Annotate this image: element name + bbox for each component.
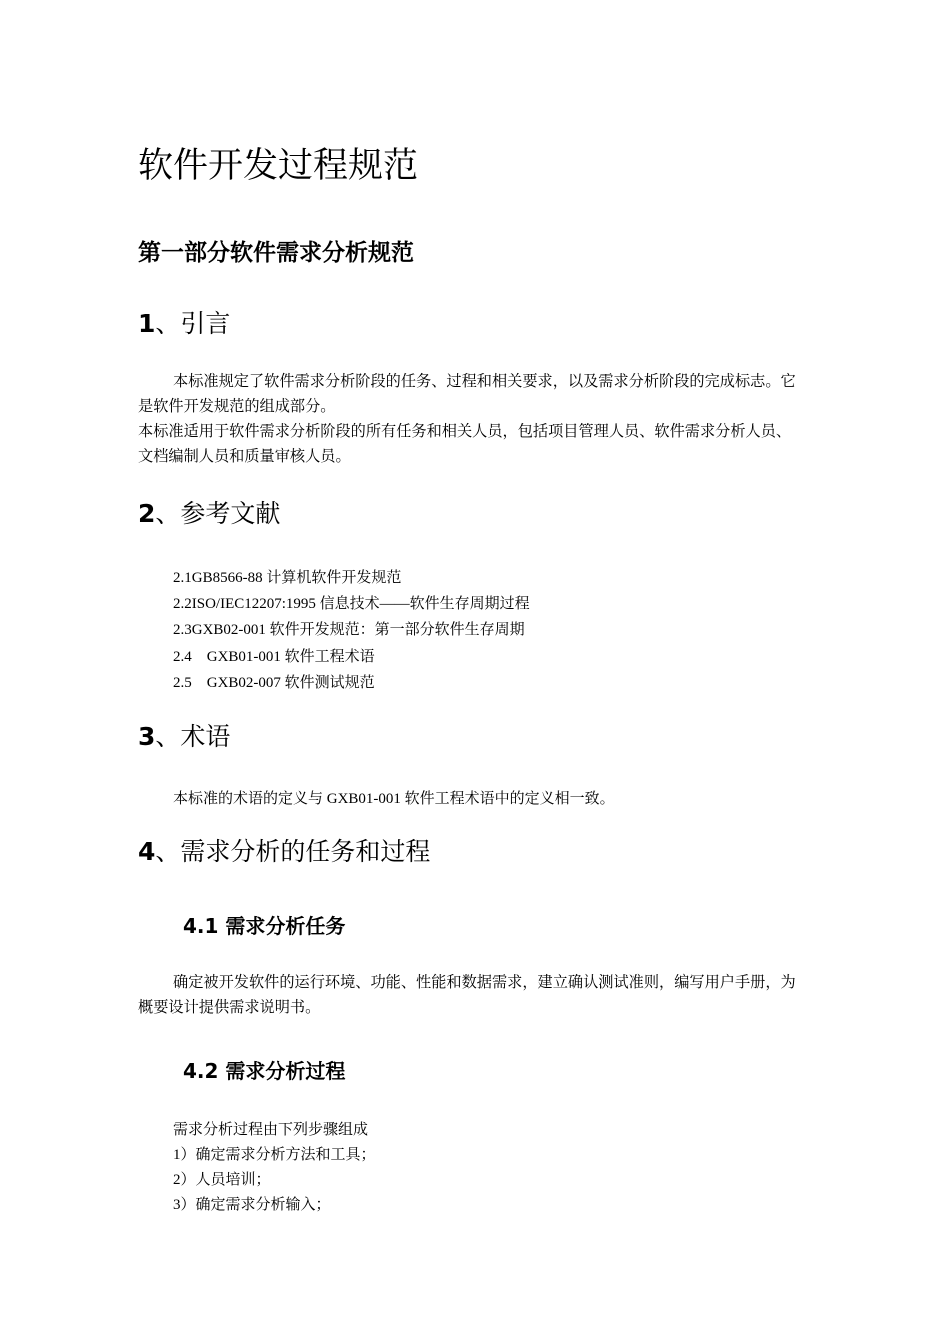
process-step: 1）确定需求分析方法和工具； <box>173 1147 376 1163</box>
section-4-number: 4 <box>138 837 156 866</box>
section-3-heading <box>138 717 230 753</box>
subsection-4-1-paragraph <box>138 970 806 1020</box>
section-1-paragraph-1-text: 本标准规定了软件需求分析阶段的任务、过程和相关要求，以及需求分析阶段的完成标志。它是软件开发规范的组成部分。 <box>138 372 796 415</box>
section-4-heading <box>138 832 430 868</box>
reference-item: 2.4 GXB01-001 软件工程术语 <box>173 649 375 665</box>
section-3-number: 3 <box>138 722 156 751</box>
reference-item: 2.2ISO/IEC12207:1995 信息技术——软件生存周期过程 <box>173 596 530 612</box>
process-step: 3）确定需求分析输入； <box>173 1197 331 1213</box>
section-1-paragraph-2: 本标准适用于软件需求分析阶段的所有任务和相关人员，包括项目管理人员、软件需求分析人员、文档编制人员和质量审核人员。 <box>138 422 792 465</box>
subsection-4-2-heading: 4.2 需求分析过程 <box>183 1059 346 1083</box>
section-1-heading <box>138 304 230 340</box>
section-4-title: 、需求分析的任务和过程 <box>155 837 431 866</box>
section-1-title: 、引言 <box>155 309 231 338</box>
reference-item: 2.5 GXB02-007 软件测试规范 <box>173 675 375 691</box>
subsection-4-2-intro: 需求分析过程由下列步骤组成 <box>173 1122 369 1138</box>
part-heading: 第一部分软件需求分析规范 <box>138 240 414 266</box>
subsection-4-1-paragraph-text: 确定被开发软件的运行环境、功能、性能和数据需求，建立确认测试准则，编写用户手册，为概要设计提供需求说明书。 <box>138 973 796 1016</box>
document-title: 软件开发过程规范 <box>138 146 419 186</box>
reference-item: 2.1GB8566-88 计算机软件开发规范 <box>173 570 402 586</box>
section-1-paragraph-1 <box>138 369 806 419</box>
process-step: 2）人员培训； <box>173 1172 271 1188</box>
reference-item: 2.3GXB02-001 软件开发规范：第一部分软件生存周期 <box>173 622 525 638</box>
section-2-title: 、参考文献 <box>155 499 281 528</box>
section-2-number: 2 <box>138 499 156 528</box>
section-1-number: 1 <box>138 309 156 338</box>
section-3-paragraph: 本标准的术语的定义与 GXB01-001 软件工程术语中的定义相一致。 <box>173 791 615 807</box>
section-2-heading <box>138 494 280 530</box>
subsection-4-1-heading: 4.1 需求分析任务 <box>183 914 346 938</box>
section-3-title: 、术语 <box>155 722 231 751</box>
